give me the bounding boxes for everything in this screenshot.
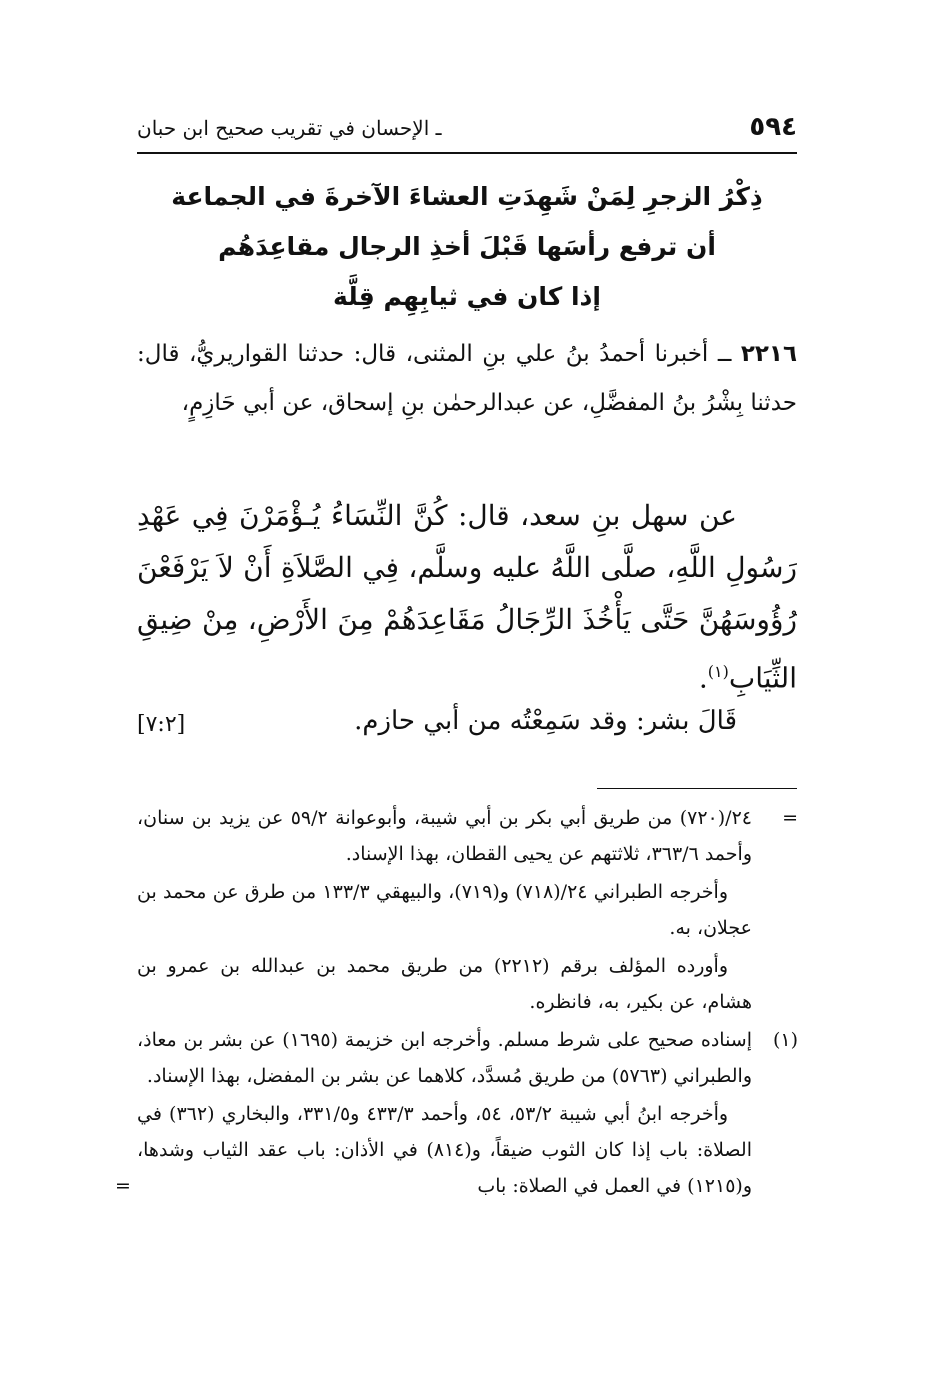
footnote-1-marker: (١) bbox=[772, 1029, 798, 1051]
header-rule bbox=[137, 152, 797, 154]
matn-paragraph bbox=[137, 490, 797, 704]
footnote-text: وأخرجه الطبراني ٢٤/(٧١٨) و(٧١٩)، والبيهقي ١٣٣/٣ من طرق عن محمد بن عجلان، به. bbox=[137, 881, 752, 939]
closing-remark: قَالَ بشر: وقد سَمِعْتُه من أبي حازم. bbox=[354, 706, 737, 736]
chapter-heading-line: ذِكْرُ الزجرِ لِمَنْ شَهِدَتِ العشاءَ الآخرةَ في الجماعة bbox=[171, 182, 763, 211]
isnad-text: ــ أخبرنا أحمدُ بنُ علي بنِ المثنى، قال: حدثنا القواريريُّ، قال: حدثنا بِشْرُ بنُ المفضَّلِ، عن عبدالرحمٰن بنِ إسحاق، عن أبي حَازِمٍ، bbox=[137, 341, 797, 416]
volume-reference: [٧:٢] bbox=[137, 712, 186, 737]
chapter-heading-line: أن ترفع رأسَها قَبْلَ أخذِ الرجال مقاعِدَهُم bbox=[218, 232, 716, 261]
closing-line bbox=[137, 706, 797, 750]
matn-text: عن سهل بنِ سعد، قال: كُنَّ النِّسَاءُ يُـؤْمَرْنَ فِي عَهْدِ رَسُولِ اللَّهِ، صلَّى اللَّهُ عليه وسلَّم، فِي الصَّلاَةِ أَنْ لاَ يَرْفَعْنَ رُؤُوسَهُنَّ حَتَّى يَأْخُذَ الرِّجَالُ مَقَاعِدَهُمْ مِنَ الأَرْضِ، مِنْ ضِيقِ الثِّيَابِ bbox=[137, 499, 797, 695]
chapter-heading bbox=[137, 172, 797, 322]
footnote-paragraph bbox=[115, 1096, 752, 1204]
footnote-continued bbox=[137, 800, 798, 872]
matn-end: . bbox=[698, 661, 708, 695]
footnote-paragraph bbox=[137, 874, 752, 946]
hadith-number: ٢٢١٦ bbox=[740, 341, 797, 367]
continuation-marker: = bbox=[782, 807, 798, 829]
footnotes bbox=[115, 800, 798, 1206]
footnote-1 bbox=[137, 1022, 798, 1094]
footnote-separator bbox=[597, 788, 797, 789]
footnote-paragraph bbox=[137, 948, 752, 1020]
footnote-text: إسناده صحيح على شرط مسلم. وأخرجه ابن خزيمة (١٦٩٥) عن بشر بن معاذ، والطبراني (٥٧٦٣) من طريق مُسدَّد، كلاهما عن بشر بن المفضل، بهذا الإسناد. bbox=[137, 1029, 752, 1087]
isnad-paragraph bbox=[137, 330, 797, 428]
footnote-text: وأخرجه ابنُ أبي شيبة ٥٣/٢، ٥٤، وأحمد ٤٣٣/٣ و٣٣١/٥، والبخاري (٣٦٢) في الصلاة: باب إذا كان الثوب ضيقاً، و(٨١٤) في الأذان: باب عقد الثياب وشدها، و(١٢١٥) في العمل في الصلاة: باب bbox=[137, 1103, 752, 1197]
page-number: ٥٩٤ bbox=[749, 112, 797, 142]
footnote-text: ٢٤/(٧٢٠) من طريق أبي بكر بن أبي شيبة، وأبوعوانة ٥٩/٢ عن يزيد بن سنان، وأحمد ٣٦٣/٦، ثلاثتهم عن يحيى القطان، بهذا الإسناد. bbox=[137, 807, 752, 865]
footnote-text: وأورده المؤلف برقم (٢٢١٢) من طريق محمد بن عبدالله بن عمرو بن هشام، عن بكير، به، فانظره. bbox=[137, 955, 752, 1013]
continuation-marker: = bbox=[115, 1175, 131, 1197]
footnote-reference: (١) bbox=[707, 662, 729, 681]
chapter-heading-line: إذا كان في ثيابِهِم قِلَّة bbox=[333, 282, 601, 311]
running-title: ـ الإحسان في تقريب صحيح ابن حبان bbox=[137, 116, 442, 140]
running-header bbox=[137, 112, 797, 146]
